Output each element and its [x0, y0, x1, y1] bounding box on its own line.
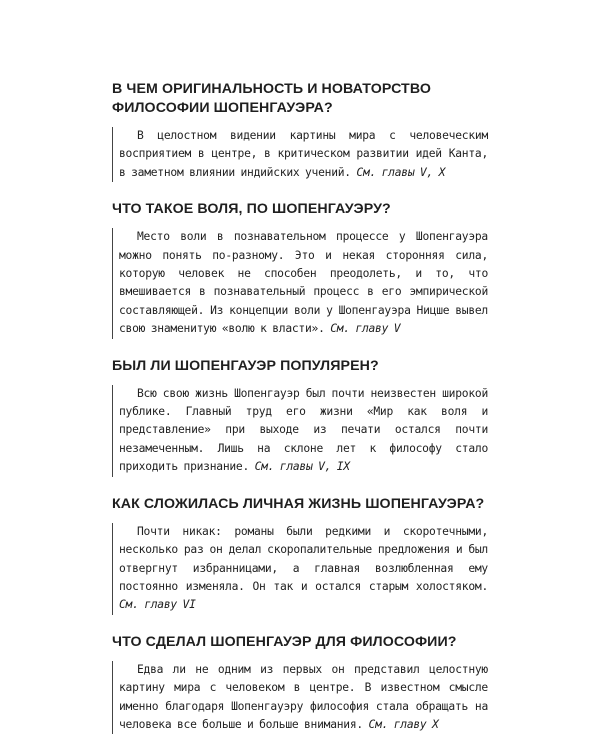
answer-body: Почти никак: романы были редкими и скоротечными, несколько раз он делал скоропалительные предложения и был отвергнут избранницами, а главная возлюбленная ему постоянно изменяла. Он так и остался старым холостяком. [119, 524, 488, 593]
answer-body: Место воли в познавательном процессе у Шопенгауэра можно понять по-разному. Это и некая сторонняя сила, которую человек не способен преодолеть, и то, что вмешивается в познавательный процесс в его эмпирической составляющей. Из концепции воли у Шопенгауэра Ницше вывел свою знаменитую «волю к власти». [119, 230, 488, 336]
answer-block [112, 523, 488, 615]
question-heading: КАК СЛОЖИЛАСЬ ЛИЧНАЯ ЖИЗНЬ ШОПЕНГАУЭРА? [112, 495, 485, 512]
answer-text [119, 228, 488, 338]
qa-section-personal-life [112, 495, 488, 615]
answer-body: Едва ли не одним из первых он представил целостную картину мира с человеком в центре. В известном смысле именно благодаря Шопенгауэру философия стала обращать на человека все больше и больше внимания. [119, 662, 488, 731]
qa-section-originality [112, 80, 488, 182]
answer-body: Всю свою жизнь Шопенгауэр был почти неизвестен широкой публике. Главный труд его жизни «Мир как воля и представление» при выходе из печати остался почти незамеченным. Лишь на склоне лет к философу стало приходить признание. [119, 386, 488, 474]
answer-text [119, 385, 488, 477]
qa-section-will [112, 200, 488, 338]
qa-section-contribution [112, 633, 488, 735]
answer-text [119, 661, 488, 735]
answer-body: В целостном видении картины мира с человеческим восприятием в центре, в критическом развитии идей Канта, в заметном влиянии индийских учений. [119, 129, 488, 179]
chapter-reference: См. главы V, IX [254, 460, 350, 474]
chapter-reference: См. главу X [368, 717, 439, 731]
answer-block [112, 127, 488, 182]
answer-text [119, 127, 488, 182]
question-heading: В ЧЕМ ОРИГИНАЛЬНОСТЬ И НОВАТОРСТВО ФИЛОСОФИИ ШОПЕНГАУЭРА? [112, 81, 431, 116]
chapter-reference: См. главы V, X [356, 165, 446, 179]
answer-block [112, 385, 488, 477]
question-heading: ЧТО ТАКОЕ ВОЛЯ, ПО ШОПЕНГАУЭРУ? [112, 201, 391, 218]
answer-block [112, 228, 488, 338]
qa-section-popularity [112, 357, 488, 477]
answer-block [112, 661, 488, 735]
question-heading: ЧТО СДЕЛАЛ ШОПЕНГАУЭР ДЛЯ ФИЛОСОФИИ? [112, 633, 457, 650]
chapter-reference: См. главу V [330, 322, 401, 336]
question-heading: БЫЛ ЛИ ШОПЕНГАУЭР ПОПУЛЯРЕН? [112, 357, 379, 374]
chapter-reference: См. главу VI [119, 598, 196, 612]
answer-text [119, 523, 488, 615]
